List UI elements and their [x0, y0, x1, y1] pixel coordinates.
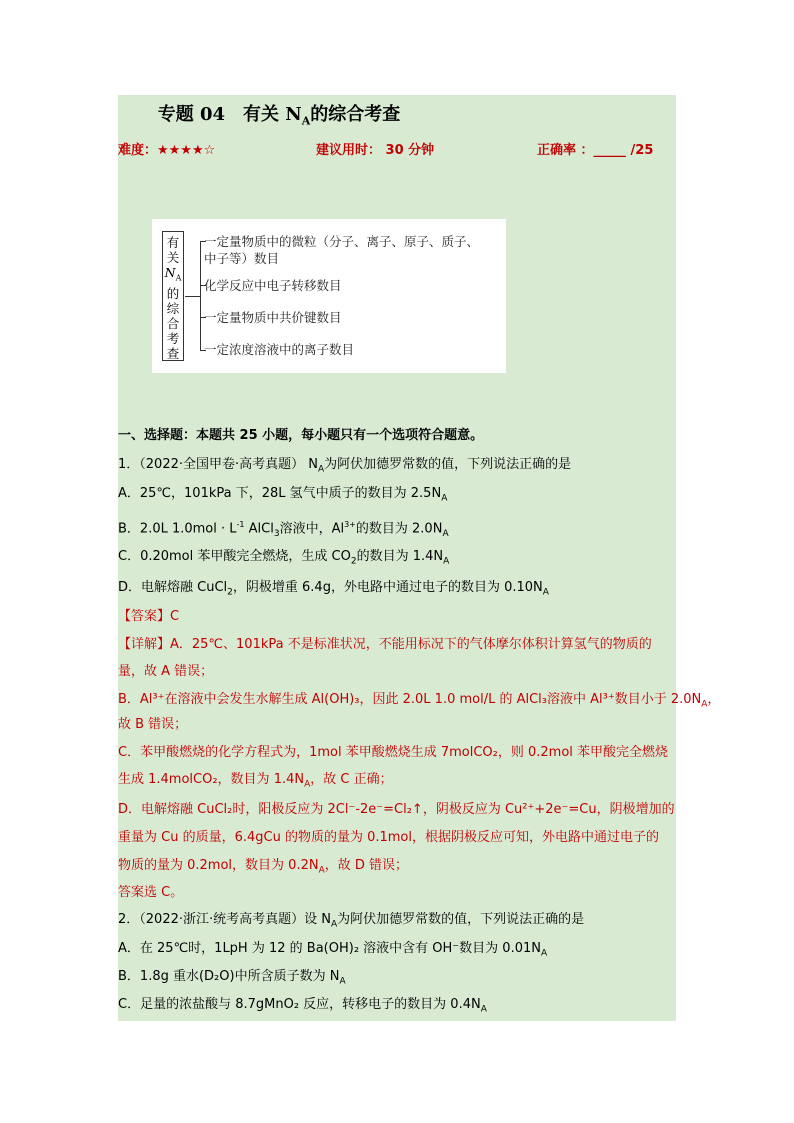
q1-option-c: C．0.20mol 苯甲酸完全燃烧，生成 $CO_2$的数目为 $1.4N_A$: [118, 549, 450, 567]
diagram-branch-ions: 一定浓度溶液中的离子数目: [204, 342, 355, 357]
q2-option-c: C．足量的浓盐酸与 8.7gMnO₂ 反应，转移电子的数目为 $0.4N_A$: [118, 997, 487, 1015]
q1-explanation-a-cont: 量，故 A 错误；: [118, 664, 214, 679]
question-1-stem: 1．（2022·全国甲卷·高考真题） $N_A$为阿伏加德罗常数的值，下列说法正确的是: [118, 457, 572, 475]
q1-option-d: D．电解熔融 CuCl$_2$，阴极增重 6.4g，外电路中通过电子的数目为 $0.10N_A$: [118, 580, 549, 598]
diagram-connector: [185, 296, 201, 297]
q1-option-b: B．2.0L $1.0mol \cdot L^{-1}$ AlCl$_3$溶液中，$Al^{3+}$的数目为 $2.0N_A$: [118, 520, 449, 539]
q1-explanation-c-cont: 生成 1.4molCO₂，数目为 $1.4N_A$，故 C 正确；: [118, 772, 393, 790]
q1-explanation-c: C．苯甲酸燃烧的化学方程式为，1mol 苯甲酸燃烧生成 7molCO₂，则 0.2mol 苯甲酸完全燃烧: [118, 745, 669, 760]
diagram-topic-box: 有 关 $N_A$ 的 综 合 考 查: [162, 231, 184, 361]
q2-option-b: B．1.8g 重水(D₂O)中所含质子数为 $N_A$: [118, 969, 346, 987]
suggested-time-label: 建议用时： 30 分钟: [316, 143, 435, 158]
topic-diagram: [152, 219, 506, 373]
diagram-bracket: [200, 241, 201, 350]
question-2-stem: 2．（2022·浙江·统考高考真题）设 $N_A$为阿伏加德罗常数的值，下列说法正确的是: [118, 912, 585, 930]
page-title: 专题 04 有关 $N_A$的综合考查: [157, 104, 401, 128]
diagram-branch-particles: 一定量物质中的微粒（分子、离子、原子、质子、: [204, 234, 480, 249]
q1-explanation-d-cont: 重量为 Cu 的质量，6.4gCu 的物质的量为 0.1mol，根据阴极反应可知，外电路中通过电子的: [118, 830, 659, 845]
q1-option-a: A．25℃，101kPa 下，28L 氢气中质子的数目为 $2.5N_A$: [118, 486, 448, 504]
q1-explanation-a: 【详解】A．25℃、101kPa 不是标准状况，不能用标况下的气体摩尔体积计算氢气的物质的: [118, 637, 652, 652]
section-heading: 一、选择题：本题共 25 小题，每小题只有一个选项符合题意。: [118, 428, 484, 443]
diagram-branch-electron-transfer: 化学反应中电子转移数目: [204, 278, 342, 293]
q1-answer-choice: 答案选 C。: [118, 885, 184, 900]
q1-explanation-d: D．电解熔融 CuCl₂时，阳极反应为 2Cl⁻-2e⁻=Cl₂↑，阴极反应为 Cu²⁺+2e⁻=Cu，阴极增加的: [118, 802, 675, 817]
accuracy-label: 正确率 ：_____ /25: [537, 143, 654, 158]
difficulty-label: 难度：★★★★☆: [118, 143, 216, 158]
q2-option-a: A．在 25℃时，1LpH 为 12 的 Ba(OH)₂ 溶液中含有 OH⁻数目为 $0.01N_A$: [118, 941, 548, 959]
diagram-branch-particles-cont: 中子等）数目: [204, 251, 280, 266]
diagram-branch-covalent-bonds: 一定量物质中共价键数目: [204, 310, 342, 325]
q1-explanation-b: B．Al³⁺在溶液中会发生水解生成 Al(OH)₃，因此 2.0L 1.0 mol/L 的 AlCl₃溶液中 Al³⁺数目小于 $2.0N_A$，: [118, 692, 721, 710]
q1-answer: 【答案】C: [118, 609, 180, 624]
q1-explanation-b-cont: 故 B 错误；: [118, 717, 188, 732]
q1-explanation-d-end: 物质的量为 0.2mol，数目为 $0.2N_A$，故 D 错误；: [118, 858, 409, 876]
